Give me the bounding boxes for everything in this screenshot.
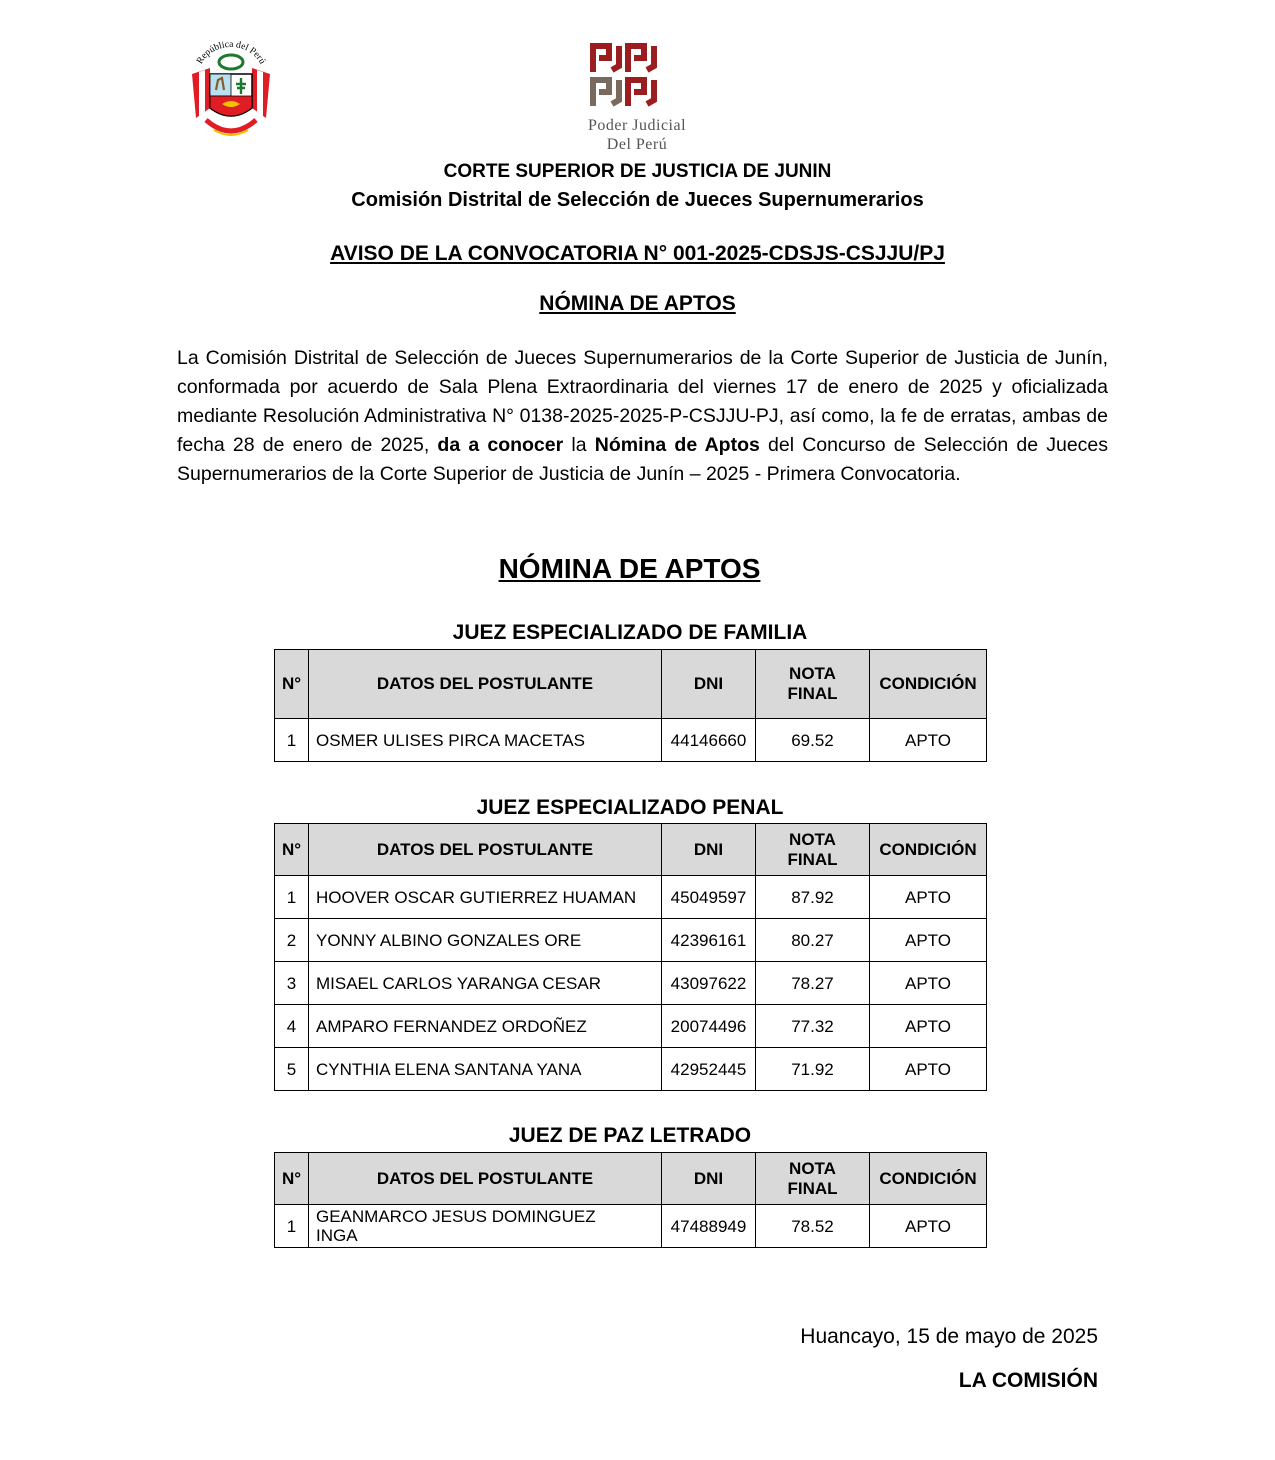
row-number: 1 <box>275 719 309 762</box>
table-paz-letrado <box>274 1152 987 1248</box>
applicant-dni: 20074496 <box>662 1005 756 1048</box>
poder-judicial-logo <box>582 42 692 110</box>
coat-of-arms-logo <box>186 38 276 150</box>
condition: APTO <box>870 719 987 762</box>
section-title-paz-letrado: JUEZ DE PAZ LETRADO <box>508 1124 752 1147</box>
row-number: 2 <box>275 919 309 962</box>
paragraph-text-3: del Concurso de Selección de Jueces Supernumerarios de la Corte Superior de Justicia de Junín – 2025 - Primera Convocatoria. <box>177 434 1109 485</box>
col-header-num: N° <box>275 824 309 876</box>
applicant-name: HOOVER OSCAR GUTIERREZ HUAMAN <box>309 876 662 919</box>
final-score: 78.52 <box>756 1205 870 1248</box>
main-heading: NÓMINA DE APTOS <box>498 553 761 584</box>
table-row <box>275 1005 987 1048</box>
col-header-nota: NOTA FINAL <box>756 1153 870 1205</box>
applicant-name: AMPARO FERNANDEZ ORDOÑEZ <box>309 1005 662 1048</box>
row-number: 3 <box>275 962 309 1005</box>
table-row <box>275 962 987 1005</box>
final-score: 71.92 <box>756 1048 870 1091</box>
paragraph-text-2: la <box>563 434 595 456</box>
table-penal <box>274 823 987 1091</box>
signature: LA COMISIÓN <box>958 1369 1098 1392</box>
final-score: 80.27 <box>756 919 870 962</box>
table-row <box>275 719 987 762</box>
table-header-row <box>275 1153 987 1205</box>
applicant-name: GEANMARCO JESUS DOMINGUEZ INGA <box>309 1205 662 1248</box>
intro-paragraph <box>177 344 1108 489</box>
svg-text:República del Perú: República del Perú <box>195 39 267 66</box>
commission-name: Comisión Distrital de Selección de Jueces Supernumerarios <box>351 189 924 211</box>
row-number: 4 <box>275 1005 309 1048</box>
applicant-dni: 43097622 <box>662 962 756 1005</box>
paragraph-bold-2: Nómina de Aptos <box>594 434 760 456</box>
col-header-condicion: CONDICIÓN <box>870 650 987 719</box>
final-score: 69.52 <box>756 719 870 762</box>
row-number: 1 <box>275 876 309 919</box>
notice-title: AVISO DE LA CONVOCATORIA N° 001-2025-CDSJS-CSJJU/PJ <box>330 242 945 265</box>
col-header-dni: DNI <box>662 650 756 719</box>
col-header-num: N° <box>275 1153 309 1205</box>
paragraph-bold-1: da a conocer <box>437 434 564 456</box>
applicant-name: CYNTHIA ELENA SANTANA YANA <box>309 1048 662 1091</box>
section-title-penal: JUEZ ESPECIALIZADO PENAL <box>476 796 784 819</box>
condition: APTO <box>870 876 987 919</box>
condition: APTO <box>870 962 987 1005</box>
applicant-dni: 42952445 <box>662 1048 756 1091</box>
applicant-name: YONNY ALBINO GONZALES ORE <box>309 919 662 962</box>
applicant-dni: 42396161 <box>662 919 756 962</box>
col-header-num: N° <box>275 650 309 719</box>
col-header-dni: DNI <box>662 1153 756 1205</box>
section-title-familia: JUEZ ESPECIALIZADO DE FAMILIA <box>452 621 808 644</box>
table-familia <box>274 649 987 762</box>
col-header-condicion: CONDICIÓN <box>870 824 987 876</box>
institution-line2: Del Perú <box>606 136 668 153</box>
institution-name <box>537 116 737 154</box>
condition: APTO <box>870 1048 987 1091</box>
condition: APTO <box>870 1005 987 1048</box>
applicant-dni: 45049597 <box>662 876 756 919</box>
condition: APTO <box>870 1205 987 1248</box>
condition: APTO <box>870 919 987 962</box>
applicant-name: MISAEL CARLOS YARANGA CESAR <box>309 962 662 1005</box>
col-header-nota: NOTA FINAL <box>756 824 870 876</box>
court-name: CORTE SUPERIOR DE JUSTICIA DE JUNIN <box>443 161 832 182</box>
institution-line1: Poder Judicial <box>587 117 687 134</box>
col-header-name: DATOS DEL POSTULANTE <box>309 1153 662 1205</box>
table-row <box>275 1205 987 1248</box>
document-subtitle: NÓMINA DE APTOS <box>539 292 736 315</box>
col-header-nota: NOTA FINAL <box>756 650 870 719</box>
table-header-row <box>275 824 987 876</box>
final-score: 87.92 <box>756 876 870 919</box>
col-header-dni: DNI <box>662 824 756 876</box>
applicant-dni: 44146660 <box>662 719 756 762</box>
table-row <box>275 1048 987 1091</box>
col-header-condicion: CONDICIÓN <box>870 1153 987 1205</box>
table-header-row <box>275 650 987 719</box>
final-score: 77.32 <box>756 1005 870 1048</box>
col-header-name: DATOS DEL POSTULANTE <box>309 650 662 719</box>
row-number: 5 <box>275 1048 309 1091</box>
table-row <box>275 876 987 919</box>
applicant-dni: 47488949 <box>662 1205 756 1248</box>
col-header-name: DATOS DEL POSTULANTE <box>309 824 662 876</box>
final-score: 78.27 <box>756 962 870 1005</box>
place-and-date: Huancayo, 15 de mayo de 2025 <box>800 1325 1098 1348</box>
row-number: 1 <box>275 1205 309 1248</box>
applicant-name: OSMER ULISES PIRCA MACETAS <box>309 719 662 762</box>
table-row <box>275 919 987 962</box>
paragraph-text-1: La Comisión Distrital de Selección de Jueces Supernumerarios de la Corte Superior de Justicia de Junín, conformada por acuerdo de Sala Plena Extraordinaria del viernes 17 de enero de 2025 y oficializada mediante Resolución Administrativa N° 0138-2025-2025-P-CSJJU-PJ, así como, la fe de erratas, ambas de fecha 28 de enero de 2025, <box>177 347 1108 456</box>
